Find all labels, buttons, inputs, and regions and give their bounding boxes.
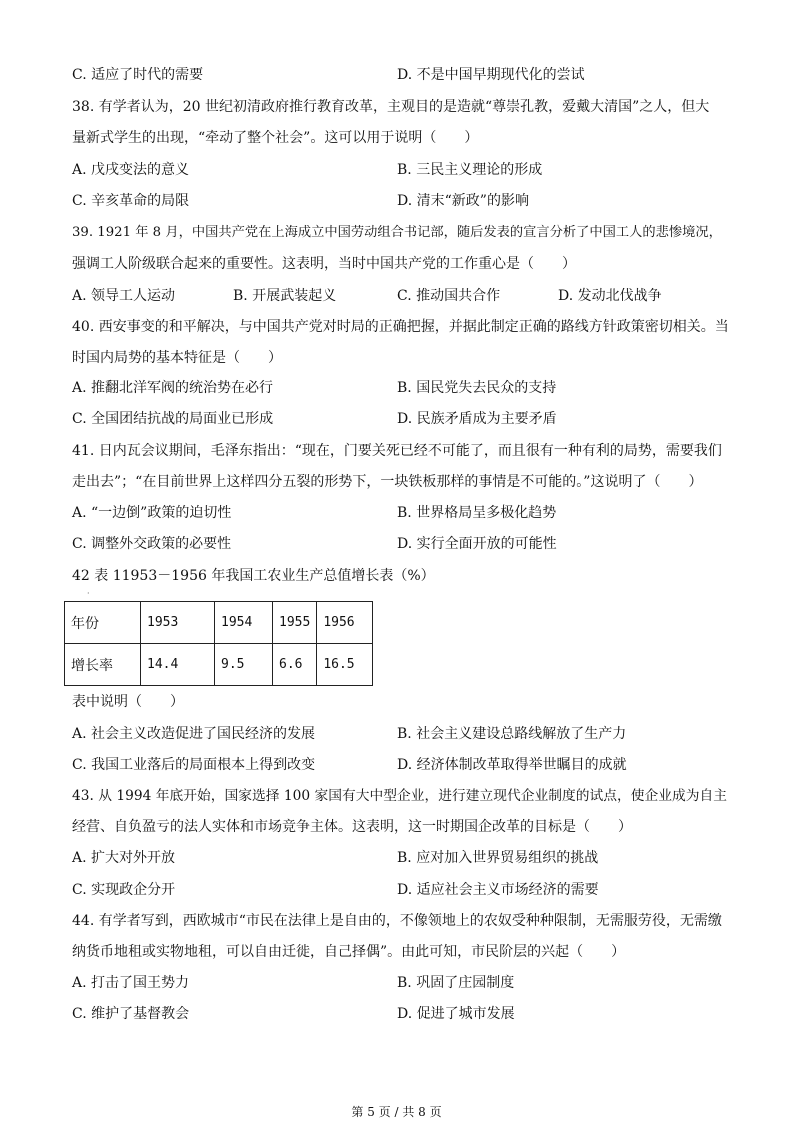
q39-stem-line1: 39. 1921 年 8 月，中国共产党在上海成立中国劳动组合书记部，随后发表的宣言分析了中国工人的悲惨境况， [72, 225, 722, 240]
q43-option-c: C. 实现政企分开 [72, 882, 176, 898]
q41-stem-line2: 走出去”；“在目前世界上这样四分五裂的形势下，一块铁板那样的事情是不可能的。”这说明了（ ） [72, 474, 703, 490]
q43-option-a: A. 扩大对外开放 [72, 850, 176, 866]
q40-option-a: A. 推翻北洋军阀的统治势在必行 [72, 380, 274, 396]
q43-stem-line2: 经营、自负盈亏的法人实体和市场竞争主体。这表明，这一时期国企改革的目标是（ ） [72, 819, 632, 835]
q42-stem: 42 表 11953－1956 年我国工农业生产总值增长表（%） [72, 568, 435, 584]
q44-stem-line2: 纳货币地租或实物地租，可以自由迁徙，自己择偶”。由此可知，市民阶层的兴起（ ） [72, 944, 626, 960]
table-cell-year: 1956 [317, 602, 373, 644]
stray-dot: · [87, 589, 90, 598]
q42-option-d: D. 经济体制改革取得举世瞩目的成就 [397, 757, 627, 773]
q42-prompt: 表中说明（ ） [72, 694, 184, 710]
table-cell-rate: 14.4 [141, 644, 215, 686]
page-footer: 第 5 页 / 共 8 页 [351, 1105, 442, 1119]
q41-option-c: C. 调整外交政策的必要性 [72, 536, 232, 552]
q40-stem-line1: 40. 西安事变的和平解决，与中国共产党对时局的正确把握，并据此制定正确的路线方针政策密切相关。当 [72, 319, 729, 335]
q41-option-b: B. 世界格局呈多极化趋势 [397, 505, 557, 521]
table-cell-rate: 9.5 [215, 644, 273, 686]
q40-stem-line2: 时国内局势的基本特征是（ ） [72, 350, 282, 366]
q38-stem-line1: 38. 有学者认为，20 世纪初清政府推行教育改革，主观目的是造就“尊崇孔教，爱戴大清国”之人，但大 [72, 99, 710, 115]
q40-option-c: C. 全国团结抗战的局面业已形成 [72, 411, 274, 427]
table-row-rates [65, 644, 373, 686]
q39-option-c: C. 推动国共合作 [397, 288, 501, 304]
q44-option-b: B. 巩固了庄园制度 [397, 975, 515, 991]
q43-stem-line1: 43. 从 1994 年底开始，国家选择 100 家国有大中型企业，进行建立现代企业制度的试点，使企业成为自主 [72, 788, 727, 804]
q38-option-b: B. 三民主义理论的形成 [397, 162, 543, 178]
q42-option-a: A. 社会主义改造促进了国民经济的发展 [72, 726, 316, 742]
q37-option-d: D. 不是中国早期现代化的尝试 [397, 67, 585, 83]
q38-option-d: D. 清末“新政”的影响 [397, 193, 529, 209]
q44-option-c: C. 维护了基督教会 [72, 1006, 190, 1022]
q44-stem-line1: 44. 有学者写到，西欧城市“市民在法律上是自由的，不像领地上的农奴受种种限制，无需服劳役，无需缴 [72, 913, 722, 929]
q39-option-b: B. 开展武装起义 [233, 288, 337, 304]
q44-option-d: D. 促进了城市发展 [397, 1006, 515, 1022]
q41-option-a: A. “一边倒”政策的迫切性 [72, 505, 232, 521]
q40-option-b: B. 国民党失去民众的支持 [397, 380, 557, 396]
table-cell-year: 1954 [215, 602, 273, 644]
q39-stem-line2: 强调工人阶级联合起来的重要性。这表明，当时中国共产党的工作重心是（ ） [72, 256, 576, 272]
table-cell-year: 1955 [273, 602, 317, 644]
q38-option-c: C. 辛亥革命的局限 [72, 193, 190, 209]
q39-option-d: D. 发动北伐战争 [558, 288, 662, 304]
q41-option-d: D. 实行全面开放的可能性 [397, 536, 557, 552]
table-cell-rate: 16.5 [317, 644, 373, 686]
q39-option-a: A. 领导工人运动 [72, 288, 176, 304]
q42-option-b: B. 社会主义建设总路线解放了生产力 [397, 726, 627, 742]
q41-stem-line1: 41. 日内瓦会议期间，毛泽东指出：“现在，门要关死已经不可能了，而且很有一种有利的局势，需要我们 [72, 443, 722, 459]
q44-option-a: A. 打击了国王势力 [72, 975, 190, 991]
growth-table [64, 601, 373, 686]
q42-option-c: C. 我国工业落后的局面根本上得到改变 [72, 757, 316, 773]
table-cell-rate: 6.6 [273, 644, 317, 686]
q40-option-d: D. 民族矛盾成为主要矛盾 [397, 411, 557, 427]
q37-option-c: C. 适应了时代的需要 [72, 67, 204, 83]
table-header-rate: 增长率 [65, 644, 141, 686]
table-cell-year: 1953 [141, 602, 215, 644]
q38-stem-line2: 量新式学生的出现，“牵动了整个社会”。这可以用于说明（ ） [72, 130, 479, 146]
q43-option-d: D. 适应社会主义市场经济的需要 [397, 882, 599, 898]
q38-option-a: A. 戊戌变法的意义 [72, 162, 190, 178]
table-header-year: 年份 [65, 602, 141, 644]
table-row-years [65, 602, 373, 644]
q43-option-b: B. 应对加入世界贸易组织的挑战 [397, 850, 599, 866]
